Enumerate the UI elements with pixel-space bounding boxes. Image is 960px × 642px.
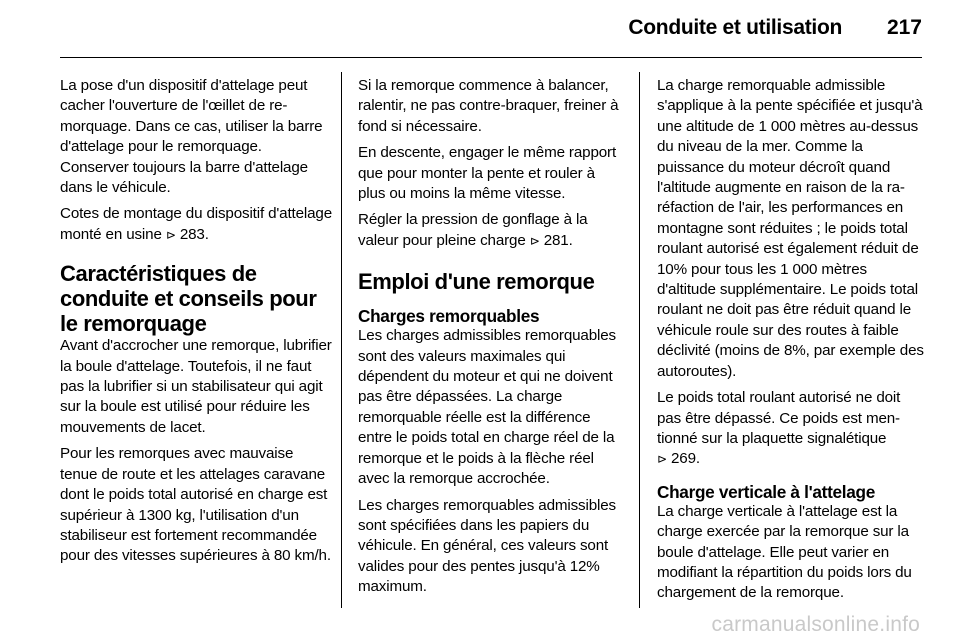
subsection-heading: Charges remorquables (358, 306, 540, 327)
column-divider-1 (341, 72, 342, 608)
paragraph-text: Cotes de montage du dispositif d'attelage monté en usine (60, 205, 332, 243)
text-column-3 (657, 76, 924, 610)
page-number: 217 (886, 16, 922, 39)
page-reference-link[interactable]: 281. (543, 231, 573, 249)
paragraph: Avant d'accrocher une remorque, lubrifier la boule d'attelage. Toutefois, il ne faut pas la lubrifier si un stabilisateur qui agit sur la boule est utilisé pour réduire les mouvements de lacet. (60, 337, 332, 436)
page-reference-arrow-icon: ⊳ (165, 227, 176, 242)
section-heading: Caractéristiques de conduite et conseils pour le remorquage (60, 261, 317, 337)
header-divider (60, 57, 922, 58)
paragraph (358, 210, 624, 251)
paragraph: La pose d'un dispositif d'attelage peut cacher l'ouverture de l'œillet de remorquage. Dans ce cas, utiliser la barre d'attelage pour le remorquage. Conserver toujours la barre d'attelage dans le véhicule. (60, 77, 323, 197)
page-title: Conduite et utilisation (628, 16, 842, 39)
paragraph (657, 388, 924, 470)
paragraph: La charge verticale à l'attelage est la charge exercée par la remorque sur la boule d'attelage. Elle peut varier en modifiant la répartition du poids lors du chargement de la remorque. (657, 502, 912, 602)
text-column-1 (60, 76, 332, 573)
text-column-2 (358, 76, 624, 604)
section-heading: Emploi d'une remorque (358, 269, 595, 295)
paragraph: Si la remorque commence à balancer, ralentir, ne pas contre-braquer, freiner à fond si nécessaire. (358, 77, 619, 135)
page-reference-link[interactable]: 269. (670, 450, 700, 468)
paragraph-text: Régler la pression de gonflage à la valeur pour pleine charge (358, 211, 588, 249)
subsection-heading: Charge verticale à l'attelage (657, 481, 875, 502)
paragraph: Les charges remorquables admissibles sont spécifiées dans les papiers du véhicule. En général, ces valeurs sont valides pour des pentes jusqu'à 12% maximum. (358, 496, 616, 596)
page-reference-arrow-icon: ⊳ (657, 452, 667, 467)
paragraph: La charge remorquable admissible s'applique à la pente spécifiée et jusqu'à une altitude de 1 000 mètres au-dessus du niveau de la mer. Comme la puissance du moteur décroît quand l'altitude augmente en raison de la raréfaction de l'air, les performances en montagne sont réduites ; le poids total roulant autorisé est également réduit de 10% pour tous les 1 000 mètres d'altitude supplémentaire. Le poids total roulant ne doit pas être réduit quand le véhicule roule sur des routes à faible déclivité (moins de 8%, par exemple des autoroutes). (657, 77, 924, 380)
paragraph: Pour les remorques avec mauvaise tenue de route et les attelages caravane dont le poids total autorisé en charge est supérieur à 1300 kg, l'utilisation d'un stabiliseur est fortement recommandée pour des vitesses supérieures à 80 km/h. (60, 445, 331, 565)
paragraph: En descente, engager le même rapport que pour monter la pente et rouler à plus ou moins la même vitesse. (358, 144, 617, 203)
page-reference-link[interactable]: 283. (179, 225, 209, 243)
paragraph: Les charges admissibles remorquables sont des valeurs maximales qui dépendent du moteur et qui ne doivent pas être dépassées. La charge remorquable réelle est la différence entre le poids total en charge réel de la remorque et le poids à la flèche réel avec la remorque accrochée. (358, 327, 616, 488)
paragraph (60, 204, 332, 245)
page-reference-arrow-icon: ⊳ (529, 233, 540, 248)
paragraph-text: Le poids total roulant autorisé ne doit pas être dépassé. Ce poids est mentionné sur la plaquette signalétique (657, 389, 901, 447)
watermark: carmanualsonline.info (711, 613, 920, 636)
column-divider-2 (639, 72, 640, 608)
